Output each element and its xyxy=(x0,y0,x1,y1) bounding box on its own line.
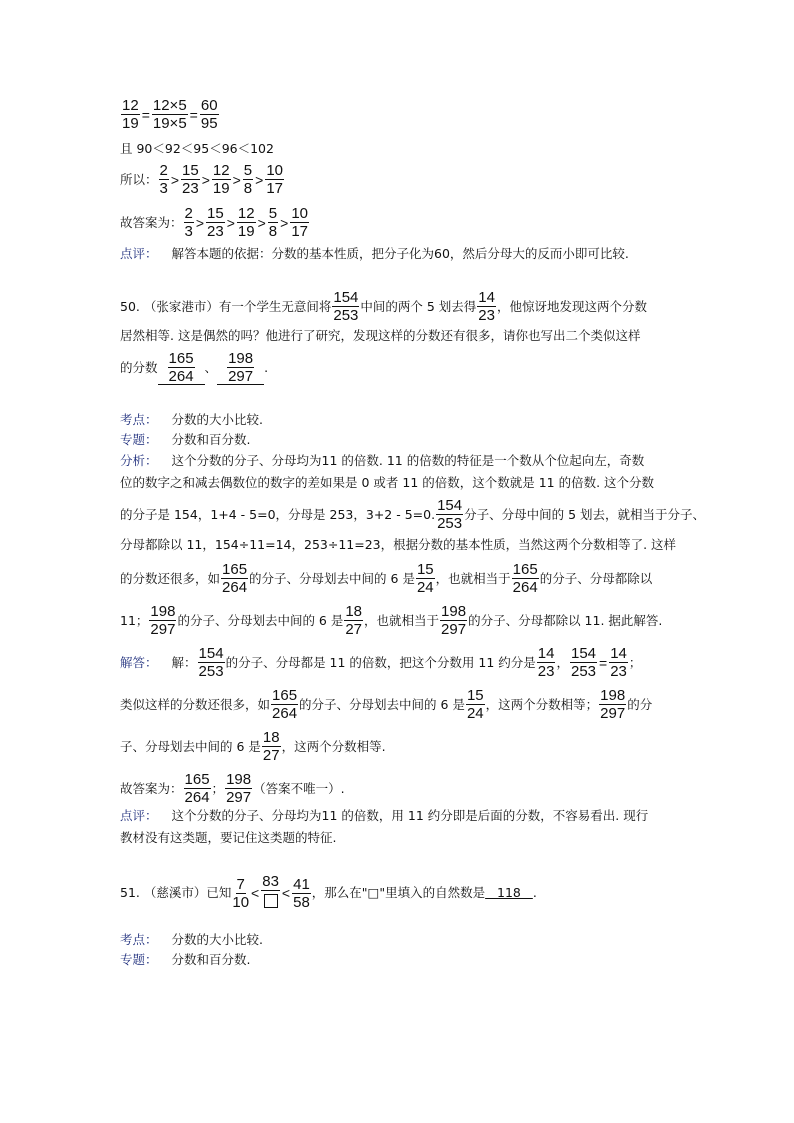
q51-statement xyxy=(120,874,537,912)
numerator: 198 xyxy=(441,603,467,620)
section-label: 考点： xyxy=(120,412,158,427)
text-run: 解答本题的依据：分数的基本性质，把分子化为60，然后分母大的反而小即可比较. xyxy=(171,246,629,261)
numerator: 198 xyxy=(600,687,626,704)
denominator: 264 xyxy=(222,579,248,596)
fraction xyxy=(200,98,219,131)
numerator: 14 xyxy=(478,289,495,306)
numerator: 15 xyxy=(416,561,434,578)
denominator: 297 xyxy=(228,368,254,385)
fraction xyxy=(609,646,628,679)
fraction xyxy=(221,562,248,595)
denominator: 297 xyxy=(441,621,467,638)
numerator: 154 xyxy=(437,497,463,514)
fraction xyxy=(268,206,278,239)
numerator: 18 xyxy=(345,603,363,620)
text-run: 分数的大小比较. xyxy=(171,932,263,947)
section-label: 解答： xyxy=(120,654,158,670)
denominator: 23 xyxy=(182,180,199,197)
numerator: 198 xyxy=(226,771,252,788)
fraction xyxy=(477,290,496,323)
operator: > xyxy=(170,171,180,188)
fraction xyxy=(436,498,463,531)
q50-analysis-1 xyxy=(120,451,644,471)
operator: > xyxy=(232,171,241,188)
numerator: 2 xyxy=(184,205,193,222)
numerator: 165 xyxy=(272,687,298,704)
denominator: 24 xyxy=(466,705,484,722)
fraction xyxy=(232,877,249,910)
fraction xyxy=(265,163,284,196)
fraction xyxy=(206,206,225,239)
denominator: 264 xyxy=(184,789,210,806)
operator: = xyxy=(141,106,150,123)
denominator: 297 xyxy=(150,621,176,638)
fraction xyxy=(212,163,231,196)
fraction xyxy=(243,163,253,196)
denominator: 10 xyxy=(232,893,250,911)
text-run: 的分子、分母都除以 11. 据此解答. xyxy=(468,612,663,628)
numerator: 154 xyxy=(570,645,597,662)
denominator: 264 xyxy=(168,368,194,385)
numerator: 15 xyxy=(182,162,199,179)
fraction xyxy=(159,163,169,196)
text-run: 分数的大小比较. xyxy=(171,412,263,427)
numerator: 12×5 xyxy=(152,97,187,114)
numerator: 198 xyxy=(228,350,254,367)
operator: = xyxy=(189,106,198,123)
text-run: . xyxy=(264,360,269,375)
numerator: 5 xyxy=(243,162,253,179)
text-run: 解： xyxy=(171,654,197,670)
text-run: 的分子、分母都除以 xyxy=(539,570,653,586)
text-run: ， xyxy=(556,654,569,670)
text-run: ，这两个分数相等. xyxy=(281,738,386,754)
q50-solution-3 xyxy=(120,730,386,763)
fraction xyxy=(344,604,363,637)
fraction xyxy=(121,98,140,131)
fraction xyxy=(416,562,435,595)
denominator: 17 xyxy=(266,180,284,197)
fraction xyxy=(262,730,281,763)
q50-review-1 xyxy=(120,806,648,826)
fraction xyxy=(271,688,298,721)
denominator: 264 xyxy=(272,705,298,722)
so-line xyxy=(120,163,285,196)
q50-solution-1 xyxy=(120,646,641,679)
numerator: 83 xyxy=(262,873,279,890)
blank-box-icon xyxy=(264,894,278,908)
fraction xyxy=(181,163,200,196)
text-run: . xyxy=(532,885,537,900)
denominator: 23 xyxy=(610,663,627,680)
section-label: 分析： xyxy=(120,453,158,468)
section-label: 专题： xyxy=(120,952,158,967)
text-run: 的分 xyxy=(627,696,653,712)
q50-review-2: 教材没有这类题，要记住这类题的特征. xyxy=(120,830,337,845)
answer-line xyxy=(120,206,310,239)
text-run: ； xyxy=(628,654,642,670)
text-run: 所以： xyxy=(120,171,158,187)
numerator: 10 xyxy=(266,162,284,179)
numerator: 12 xyxy=(122,97,139,114)
denominator: 95 xyxy=(200,115,218,132)
q51-kaodian xyxy=(120,930,263,950)
text-run: 的分子是 154，1+4 - 5=0，分母是 253，3+2 - 5=0. xyxy=(120,506,436,522)
fraction xyxy=(292,877,311,910)
text-run: 故答案为： xyxy=(120,780,183,796)
text-run: 这个分数的分子、分母均为11 的倍数，用 11 约分即是后面的分数，不容易看出. 现行 xyxy=(171,808,649,823)
numerator: 12 xyxy=(212,162,230,179)
q50-answer xyxy=(120,772,345,805)
fraction xyxy=(332,290,359,323)
text-run xyxy=(217,351,264,385)
numerator: 15 xyxy=(466,687,484,704)
denominator: 19 xyxy=(122,115,139,132)
denominator xyxy=(264,891,278,912)
text-run: 故答案为： xyxy=(120,214,183,230)
text-run: 中间的两个 5 划去得 xyxy=(360,298,477,314)
fraction xyxy=(184,206,194,239)
operator: > xyxy=(195,214,205,231)
denominator: 23 xyxy=(478,307,495,324)
q50-analysis-4: 分母都除以 11，154÷11=14，253÷11=23，根据分数的基本性质，当然这两个分数相等了. 这样 xyxy=(120,537,677,552)
section-label: 点评： xyxy=(120,246,158,261)
section-label: 专题： xyxy=(120,432,158,447)
fraction xyxy=(440,604,467,637)
numerator: 10 xyxy=(291,205,309,222)
operator: < xyxy=(251,885,260,901)
denominator: 23 xyxy=(207,223,224,240)
section-label: 点评： xyxy=(120,808,158,823)
text-run: 分数和百分数. xyxy=(171,432,251,447)
fraction xyxy=(184,772,211,805)
q50-answer-blanks xyxy=(120,351,268,385)
fraction xyxy=(198,646,225,679)
operator: > xyxy=(201,171,210,188)
denominator: 27 xyxy=(345,621,363,638)
numerator: 154 xyxy=(333,289,359,306)
fraction xyxy=(237,206,256,239)
text-run: 子、分母划去中间的 6 是 xyxy=(120,738,261,754)
q50-analysis-2: 位的数字之和减去偶数位的数字的差如果是 0 或者 11 的倍数，这个数就是 11 的倍数. 这个分数 xyxy=(120,475,655,490)
numerator: 198 xyxy=(150,603,176,620)
fraction xyxy=(290,206,309,239)
operator: > xyxy=(255,171,264,188)
section-label: 考点： xyxy=(120,932,158,947)
numerator: 165 xyxy=(222,561,248,578)
text-run: 分子、分母中间的 5 划去，就相当于分子、 xyxy=(464,506,706,522)
text-run: 11； xyxy=(120,612,149,628)
fraction xyxy=(225,772,252,805)
operator: = xyxy=(599,654,608,671)
denominator: 3 xyxy=(184,223,193,240)
denominator: 19 xyxy=(212,180,230,197)
denominator: 3 xyxy=(159,180,168,197)
q50-analysis-5 xyxy=(120,562,652,595)
numerator: 18 xyxy=(262,729,280,746)
denominator: 297 xyxy=(600,705,626,722)
q50-statement xyxy=(120,290,647,323)
equation-line xyxy=(120,98,220,131)
numerator: 14 xyxy=(610,645,627,662)
denominator: 19×5 xyxy=(152,115,187,132)
text-run: ； xyxy=(211,780,225,796)
text-run: 类似这样的分数还很多，如 xyxy=(120,696,271,712)
text-run: ，这两个分数相等； xyxy=(485,696,599,712)
fraction xyxy=(599,688,626,721)
q50-analysis-6 xyxy=(120,604,662,637)
fraction xyxy=(537,646,556,679)
denominator: 17 xyxy=(291,223,309,240)
operator: > xyxy=(257,214,266,231)
numerator: 7 xyxy=(236,875,245,893)
denominator: 297 xyxy=(226,789,252,806)
text-run: 的分子、分母划去中间的 6 是 xyxy=(177,612,344,628)
q51-zhuanti xyxy=(120,950,251,970)
denominator: 264 xyxy=(512,579,538,596)
denominator: 23 xyxy=(537,663,555,680)
q50-solution-2 xyxy=(120,688,652,721)
fraction xyxy=(466,688,485,721)
text-run: 50. （张家港市）有一个学生无意间将 xyxy=(120,298,332,314)
numerator: 165 xyxy=(512,561,538,578)
fraction xyxy=(152,98,188,131)
text-run: 的分数还很多，如 xyxy=(120,570,221,586)
numerator: 12 xyxy=(237,205,255,222)
text-run: 这个分数的分子、分母均为11 的倍数. 11 的倍数的特征是一个数从个位起向左，奇数 xyxy=(171,453,645,468)
q50-kaodian xyxy=(120,410,263,430)
text-run: 的分子、分母划去中间的 6 是 xyxy=(249,570,415,586)
fraction xyxy=(512,562,539,595)
denominator: 253 xyxy=(437,515,463,532)
numerator: 165 xyxy=(184,771,210,788)
q50-statement-2: 居然相等. 这是偶然的吗？他进行了研究，发现这样的分数还有很多，请你也写出二个类似这样 xyxy=(120,328,641,343)
q50-analysis-3 xyxy=(120,498,705,531)
numerator: 5 xyxy=(268,205,278,222)
denominator: 253 xyxy=(333,307,359,324)
numerator: 14 xyxy=(537,645,555,662)
fraction xyxy=(261,874,280,912)
text-run: 51. （慈溪市）已知 xyxy=(120,885,232,900)
fraction xyxy=(570,646,597,679)
text-run: 的分子、分母都是 11 的倍数，把这个分数用 11 约分是 xyxy=(225,654,536,670)
denominator: 253 xyxy=(570,663,597,680)
fraction xyxy=(168,351,195,384)
text-run: ，那么在"□"里填入的自然数是 xyxy=(311,885,486,900)
operator: < xyxy=(281,885,291,901)
denominator: 253 xyxy=(198,663,224,680)
numerator: 165 xyxy=(168,350,194,367)
denominator: 19 xyxy=(237,223,255,240)
text-run: 的分数 xyxy=(120,360,158,375)
numerator: 60 xyxy=(200,97,218,114)
review-line xyxy=(120,244,629,264)
denominator: 58 xyxy=(293,893,310,911)
numerator: 41 xyxy=(293,875,310,893)
text-run: 分数和百分数. xyxy=(171,952,251,967)
text-run: 、 xyxy=(204,360,218,375)
q50-zhuanti xyxy=(120,430,251,450)
comparison-line: 且 90＜92＜95＜96＜102 xyxy=(120,141,274,156)
fraction xyxy=(149,604,176,637)
denominator: 8 xyxy=(243,180,253,197)
denominator: 24 xyxy=(416,579,434,596)
operator: > xyxy=(280,214,289,231)
fraction xyxy=(227,351,254,384)
denominator: 8 xyxy=(268,223,278,240)
text-run: ，也就相当于 xyxy=(435,570,511,586)
text-run: （答案不唯一）. xyxy=(253,780,345,796)
numerator: 2 xyxy=(159,162,168,179)
text-run: ，他惊讶地发现这两个分数 xyxy=(496,298,647,314)
text-run xyxy=(158,351,205,385)
answer-blank: 118 xyxy=(485,885,533,900)
operator: > xyxy=(226,214,235,231)
numerator: 15 xyxy=(207,205,224,222)
text-run: 的分子、分母划去中间的 6 是 xyxy=(299,696,465,712)
denominator: 27 xyxy=(262,747,280,764)
text-run: ，也就相当于 xyxy=(364,612,440,628)
numerator: 154 xyxy=(198,645,224,662)
